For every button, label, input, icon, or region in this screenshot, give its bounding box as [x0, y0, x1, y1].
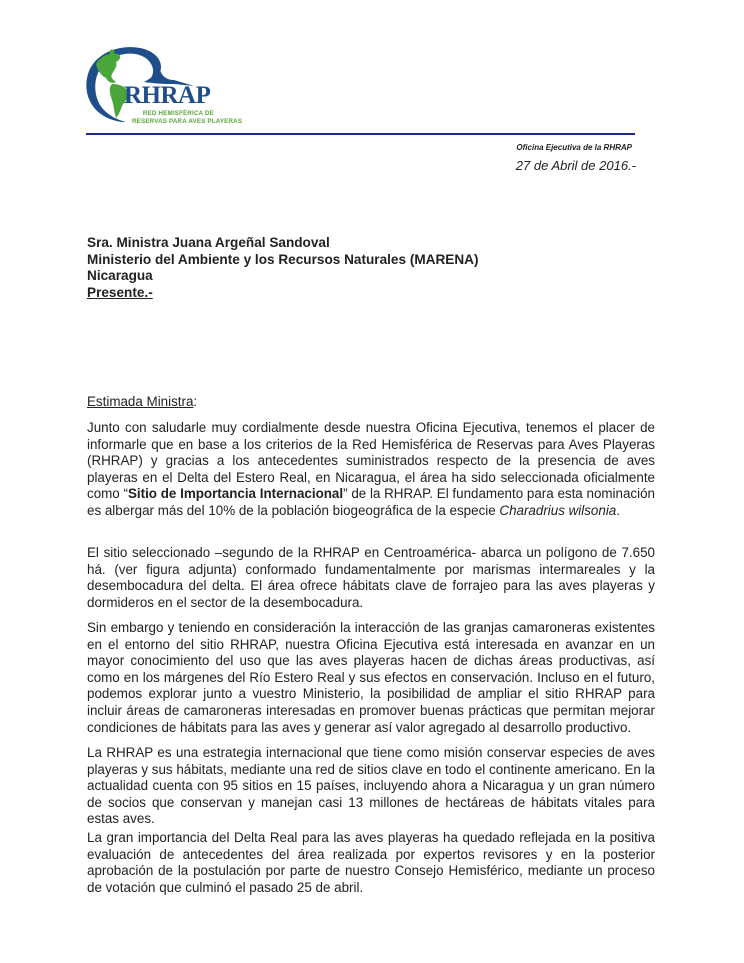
species-name: Charadrius wilsonia: [499, 502, 617, 518]
salutation: [87, 394, 197, 409]
paragraph-2: El sitio seleccionado –segundo de la RHRAP en Centroamérica- abarca un polígono de 7.650 há. (ver figura adjunta) conformado fundamentalmente por marismas intermareales y la desembocadura del delta. El área ofrece hábitats clave de forrajeo para las aves playeras y dormideros en el sector de la desembocadura.: [87, 545, 655, 610]
logo-subtitle-line1: RED HEMISFÉRICA DE: [142, 110, 214, 117]
salutation-colon: :: [193, 394, 198, 409]
addressee-presente: Presente.-: [87, 284, 153, 300]
header-divider: [86, 133, 635, 135]
p1-text-a: Junto con saludarle muy cordialmente desde nuestra Oficina Ejecutiva, tenemos el placer de informarle que en base a los criterios de la Red Hemisférica de Reservas para Aves Playeras (RHRAP) y gracias a los antecedentes suministrados respecto de la presencia de aves playeras en el Delta del Estero Real, en Nicaragua, el área ha sido seleccionada oficialmente como “: [87, 420, 655, 502]
paragraph-4: La RHRAP es una estrategia internacional que tiene como misión conservar especies de aves playeras y sus hábitats, mediante una red de sitios clave en todo el continente americano. En la actualidad cuenta con 95 sitios en 15 países, incluyendo ahora a Nicaragua y un gran número de socios que conservan y manejan casi 13 millones de hectáreas de hábitats vitales para estas aves.: [87, 745, 655, 827]
office-label: Oficina Ejecutiva de la RHRAP: [516, 143, 632, 152]
rhrap-logo: [82, 42, 243, 130]
paragraph-5: La gran importancia del Delta Real para las aves playeras ha quedado reflejada en la positiva evaluación de antecedentes del área realizada por expertos revisores y en la posterior aprobación de la postulación por parte de nuestro Consejo Hemisférico, mediante un proceso de votación que culminó el pasado 25 de abril.: [87, 830, 655, 895]
p1-text-b: ” de la RHRAP. El fundamento para esta nominación es albergar más del 10% de la población biogeográfica de la especie: [87, 486, 655, 518]
letter-date: 27 de Abril de 2016.-: [515, 158, 636, 173]
p1-text-c: .: [616, 502, 620, 518]
salutation-text: Estimada Ministra: [87, 394, 194, 409]
addressee-country: Nicaragua: [87, 268, 153, 283]
site-designation: Sitio de Importancia Internacional: [127, 486, 344, 502]
addressee-ministry: Ministerio del Ambiente y los Recursos Naturales (MARENA): [87, 251, 479, 267]
logo-subtitle-line2: RESERVAS PARA AVES PLAYERAS: [132, 118, 243, 125]
paragraph-1: [87, 420, 655, 520]
addressee-block: [87, 235, 479, 301]
paragraph-3: Sin embargo y teniendo en consideración la interacción de las granjas camaroneras existentes en el entorno del sitio RHRAP, nuestra Oficina Ejecutiva está interesada en avanzar en un mayor conocimiento del uso que las aves playeras hacen de dichas áreas productivas, así como en los márgenes del Río Estero Real y sus efectos en conservación. Incluso en el futuro, podemos explorar junto a vuestro Ministerio, la posibilidad de ampliar el sitio RHRAP para incluir áreas de camaroneras interesadas en promover buenas prácticas que permitan mejorar condiciones de hábitats para las aves y generar así valor agregado al desarrollo productivo.: [87, 620, 655, 735]
logo-wordmark: RHRAP: [124, 82, 211, 109]
addressee-name: Sra. Ministra Juana Argeñal Sandoval: [87, 235, 330, 250]
